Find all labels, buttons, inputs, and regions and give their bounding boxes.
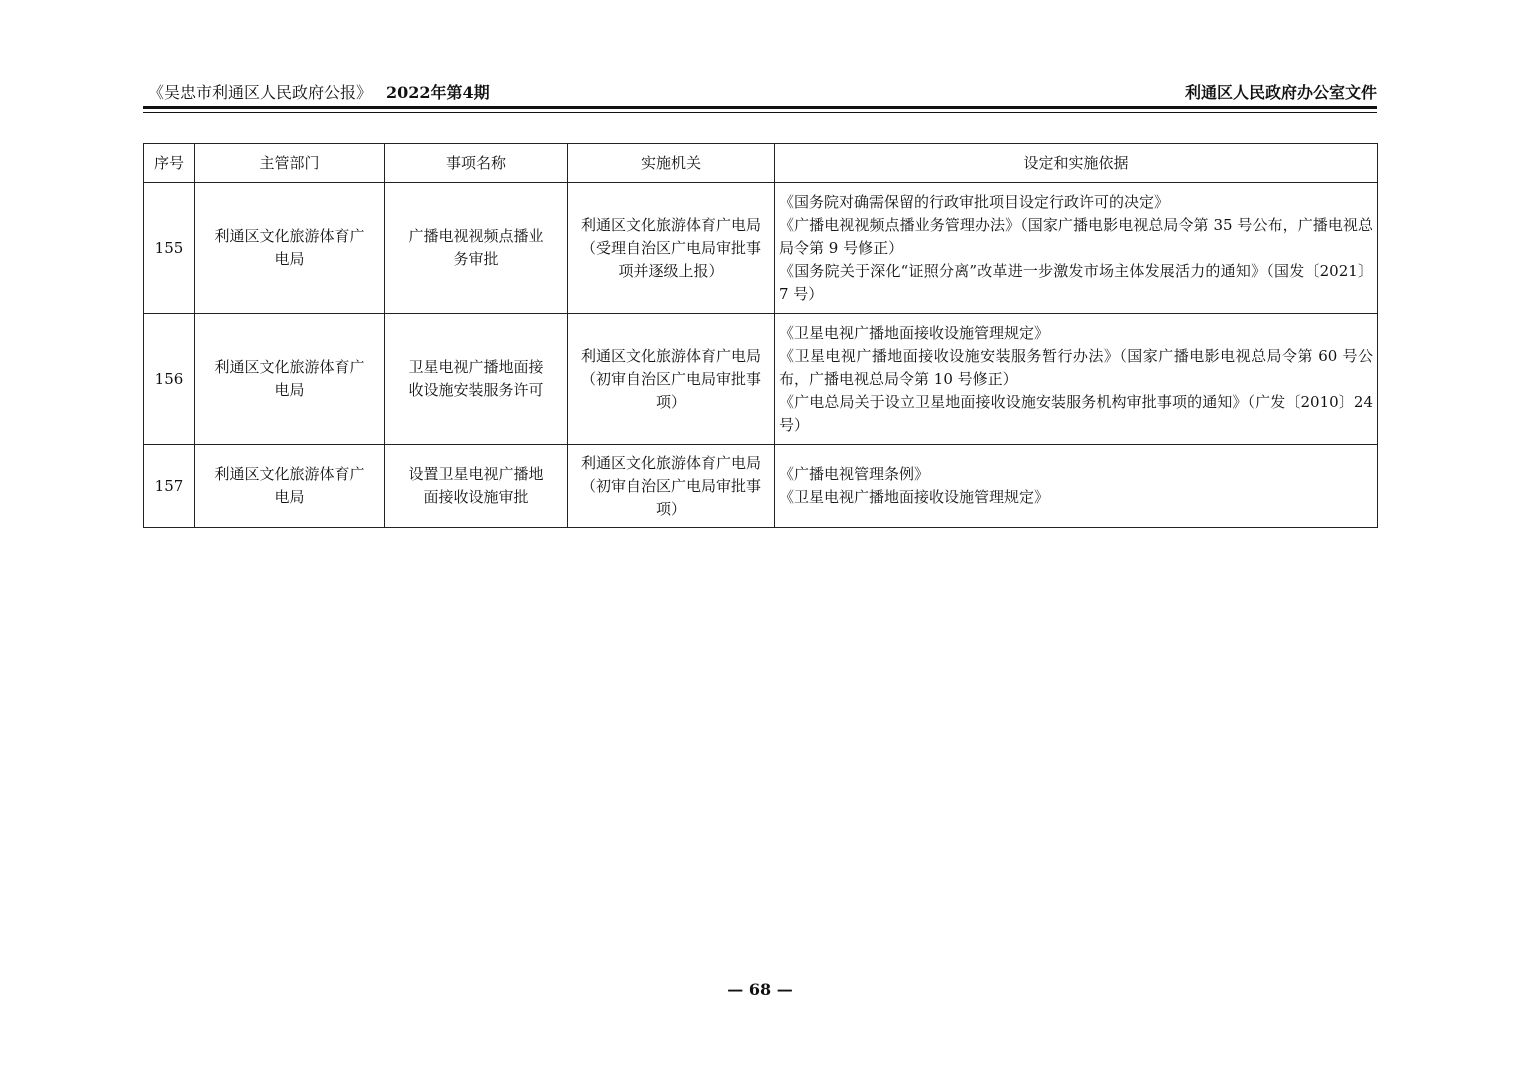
row-department-text: 利通区文化旅游体育广电局 (214, 465, 365, 506)
col-header-dept: 主管部门 (195, 144, 385, 183)
row-number: 157 (144, 445, 195, 528)
row-item-name-text: 设置卫星电视广播地面接收设施审批 (408, 465, 544, 506)
basis-line: 《国务院对确需保留的行政审批项目设定行政许可的决定》 (779, 192, 1170, 211)
col-header-basis: 设定和实施依据 (775, 144, 1378, 183)
running-header-right: 利通区人民政府办公室文件 (1184, 83, 1377, 102)
row-item-name (385, 314, 568, 445)
row-department-text: 利通区文化旅游体育广电局 (214, 358, 365, 399)
row-agency (568, 445, 775, 528)
approval-items-table (143, 143, 1378, 528)
table-row (144, 445, 1378, 528)
row-number: 156 (144, 314, 195, 445)
row-department-text: 利通区文化旅游体育广电局 (214, 227, 365, 268)
col-header-item: 事项名称 (385, 144, 568, 183)
row-number: 155 (144, 183, 195, 314)
row-department (195, 183, 385, 314)
page-number: — 68 — (727, 980, 793, 999)
basis-line: 《国务院关于深化“证照分离”改革进一步激发市场主体发展活力的通知》（国发〔2021〕7 号） (779, 261, 1373, 303)
row-department (195, 314, 385, 445)
basis-line: 《广播电视管理条例》 (779, 465, 930, 483)
row-item-name (385, 445, 568, 528)
col-header-no: 序号 (144, 144, 195, 183)
row-agency-text: 利通区文化旅游体育广电局（初审自治区广电局审批事项） (580, 453, 761, 518)
basis-line: 《卫星电视广播地面接收设施安装服务暂行办法》（国家广播电影电视总局令第 60 号公布，广播电视总局令第 10 号修正） (779, 346, 1373, 388)
table-row (144, 183, 1378, 314)
table-header-row (144, 144, 1378, 183)
row-basis (775, 314, 1378, 445)
running-header-left (148, 80, 490, 103)
issue-number: 2022年第4期 (386, 83, 490, 102)
row-basis (775, 445, 1378, 528)
table-row (144, 314, 1378, 445)
row-basis (775, 183, 1378, 314)
header-rule-thin (143, 112, 1377, 113)
basis-line: 《卫星电视广播地面接收设施管理规定》 (779, 323, 1050, 342)
row-agency (568, 183, 775, 314)
row-department (195, 445, 385, 528)
basis-line: 《广电总局关于设立卫星地面接收设施安装服务机构审批事项的通知》（广发〔2010〕24 号） (779, 392, 1373, 434)
header-rule-thick (143, 106, 1377, 109)
row-agency-text: 利通区文化旅游体育广电局（初审自治区广电局审批事项） (580, 346, 761, 411)
row-item-name-text: 卫星电视广播地面接收设施安装服务许可 (408, 358, 544, 399)
row-agency-text: 利通区文化旅游体育广电局（受理自治区广电局审批事项并逐级上报） (580, 215, 761, 280)
row-agency (568, 314, 775, 445)
basis-line: 《广播电视视频点播业务管理办法》（国家广播电影电视总局令第 35 号公布，广播电视总局令第 9 号修正） (779, 215, 1373, 257)
col-header-agency: 实施机关 (568, 144, 775, 183)
journal-title: 《吴忠市利通区人民政府公报》 (148, 83, 373, 102)
basis-line: 《卫星电视广播地面接收设施管理规定》 (779, 488, 1050, 506)
row-item-name (385, 183, 568, 314)
row-item-name-text: 广播电视视频点播业务审批 (408, 227, 544, 268)
